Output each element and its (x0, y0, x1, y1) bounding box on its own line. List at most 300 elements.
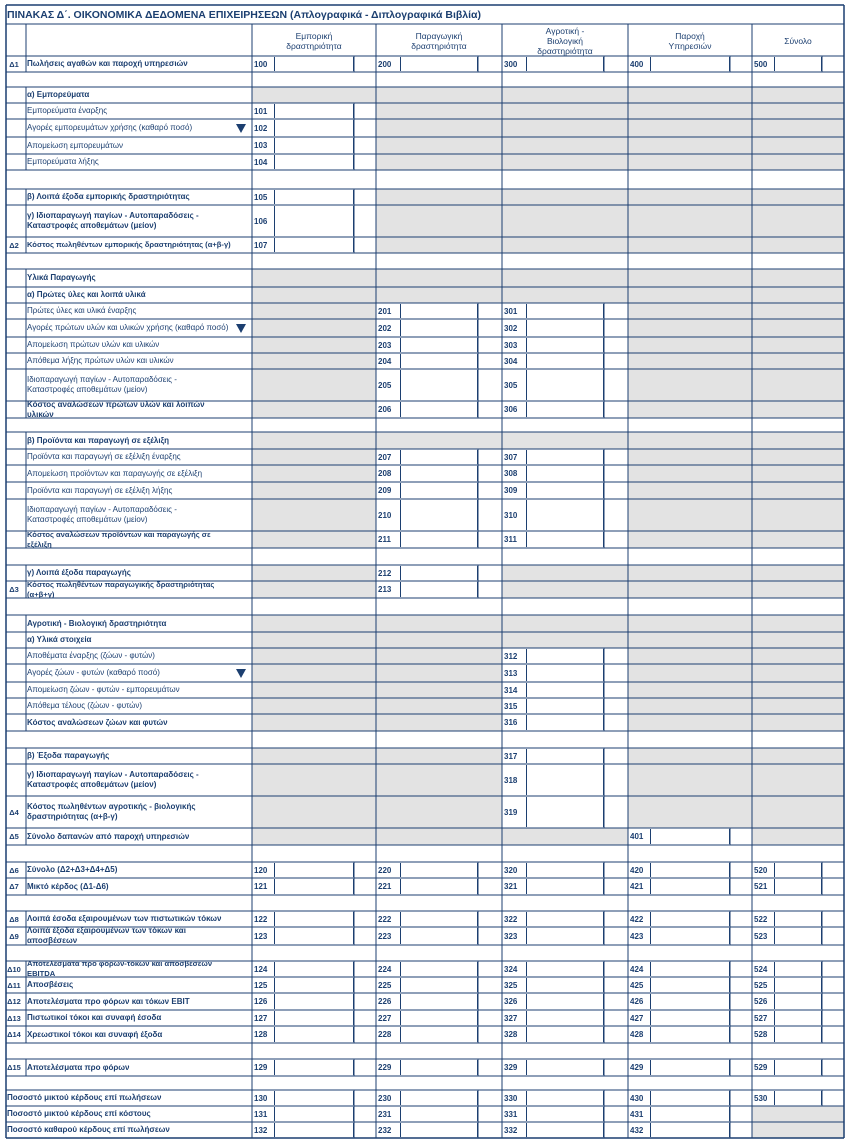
row-label: Μικτό κέρδος (Δ1-Δ6) (27, 881, 109, 891)
amount-field-205[interactable] (400, 370, 478, 400)
code-308: 308 (504, 469, 518, 478)
amount-field-327[interactable] (526, 1011, 604, 1025)
code-432: 432 (630, 1125, 644, 1135)
amount-field-204[interactable] (400, 354, 478, 368)
amount-field-522[interactable] (774, 912, 822, 926)
shaded-cell (376, 287, 502, 303)
code-125: 125 (254, 980, 268, 990)
shaded-cell (252, 565, 376, 581)
code-329: 329 (504, 1063, 518, 1072)
amount-field-106[interactable] (274, 206, 354, 236)
code-421: 421 (630, 882, 644, 891)
amount-field-332[interactable] (526, 1123, 604, 1137)
amount-field-128[interactable] (274, 1027, 354, 1042)
spacer-band (6, 945, 844, 961)
shaded-cell (628, 648, 752, 664)
shaded-cell (252, 303, 376, 319)
code-425: 425 (630, 980, 644, 990)
code-316: 316 (504, 718, 518, 727)
amount-field-309[interactable] (526, 483, 604, 498)
shaded-cell (628, 353, 752, 369)
row-label: Αποθέματα έναρξης (ζώων - φυτών) (27, 651, 155, 660)
section-code-Δ7: Δ7 (9, 882, 19, 891)
amount-field-212[interactable] (400, 566, 478, 580)
row-label: Απομείωση πρώτων υλών και υλικών (27, 340, 160, 349)
shaded-cell (376, 137, 502, 154)
row-label: Αποτελέσματα προ φόρων-τόκων και αποσβέσεων EBITDA (27, 961, 213, 977)
code-326: 326 (504, 997, 518, 1006)
amount-field-321[interactable] (526, 879, 604, 894)
form-title: ΠΙΝΑΚΑΣ Δ΄. ΟΙΚΟΝΟΜΙΚΑ ΔΕΔΟΜΕΝΑ ΕΠΙΧΕΙΡΗΣΕΩΝ (Απλογραφικά - Διπλογραφικά Βιβλία) (7, 9, 481, 21)
code-207: 207 (378, 452, 392, 462)
amount-field-232[interactable] (400, 1123, 478, 1137)
code-521: 521 (754, 882, 768, 891)
row-label: Αγορές ζώων - φυτών (καθαρό ποσό) (27, 668, 160, 677)
amount-field-316[interactable] (526, 715, 604, 730)
code-105: 105 (254, 192, 268, 202)
row-label: β) Έξοδα παραγωγής (27, 751, 110, 760)
amount-field-521[interactable] (774, 879, 822, 894)
amount-field-426[interactable] (650, 994, 730, 1009)
code-104: 104 (254, 157, 268, 167)
shaded-cell (752, 205, 844, 237)
shaded-cell (252, 714, 376, 731)
code-230: 230 (378, 1093, 392, 1103)
amount-field-420[interactable] (650, 863, 730, 877)
amount-field-324[interactable] (526, 962, 604, 976)
code-128: 128 (254, 1030, 268, 1039)
amount-field-104[interactable] (274, 155, 354, 169)
row-label: Απομείωση εμπορευμάτων (27, 140, 124, 150)
amount-field-323[interactable] (526, 928, 604, 944)
shaded-cell (376, 682, 502, 698)
shaded-cell (252, 269, 376, 287)
code-328: 328 (504, 1030, 518, 1039)
shaded-cell (628, 103, 752, 119)
row-label: Ιδιοπαραγωγή παγίων - Αυτοπαραδόσεις - Καταστροφές αποθεμάτων (μείον) (27, 505, 177, 524)
code-319: 319 (504, 807, 518, 817)
amount-field-429[interactable] (650, 1060, 730, 1075)
spacer-band (6, 548, 844, 565)
amount-field-127[interactable] (274, 1011, 354, 1025)
amount-field-302[interactable] (526, 320, 604, 336)
row-label: γ) Ιδιοπαραγωγή παγίων - Αυτοπαραδόσεις - Καταστροφές αποθεμάτων (μείον) (27, 770, 199, 789)
shaded-cell (752, 828, 844, 845)
code-205: 205 (378, 380, 392, 390)
shaded-cell (628, 581, 752, 598)
section-code-Δ8: Δ8 (9, 914, 19, 924)
code-423: 423 (630, 931, 644, 941)
shaded-cell (752, 337, 844, 353)
column-header-c5: Σύνολο (784, 36, 812, 46)
amount-field-318[interactable] (526, 765, 604, 795)
row-label: Απομείωση προϊόντων και παραγωγής σε εξέλιξη (27, 468, 203, 478)
amount-field-203[interactable] (400, 338, 478, 352)
amount-field-330[interactable] (526, 1091, 604, 1105)
code-229: 229 (378, 1063, 392, 1072)
row-label: Εμπορεύματα έναρξης (27, 106, 108, 115)
code-330: 330 (504, 1093, 518, 1103)
amount-field-103[interactable] (274, 138, 354, 153)
amount-field-400[interactable] (650, 57, 730, 71)
amount-field-430[interactable] (650, 1091, 730, 1105)
code-530: 530 (754, 1093, 768, 1103)
amount-field-131[interactable] (274, 1107, 354, 1121)
code-208: 208 (378, 469, 392, 478)
shaded-cell (752, 449, 844, 465)
amount-field-306[interactable] (526, 402, 604, 417)
code-221: 221 (378, 882, 392, 891)
code-129: 129 (254, 1063, 268, 1072)
code-527: 527 (754, 1013, 768, 1023)
code-524: 524 (754, 964, 768, 974)
code-500: 500 (754, 59, 768, 69)
code-309: 309 (504, 486, 518, 495)
amount-field-326[interactable] (526, 994, 604, 1009)
row-label: Απόθεμα τέλους (ζώων - φυτών) (27, 701, 143, 710)
amount-field-500[interactable] (774, 57, 822, 71)
amount-field-425[interactable] (650, 978, 730, 992)
shaded-cell (752, 664, 844, 682)
shaded-cell (628, 154, 752, 170)
amount-field-305[interactable] (526, 370, 604, 400)
code-529: 529 (754, 1063, 768, 1072)
code-401: 401 (630, 832, 644, 841)
code-121: 121 (254, 882, 268, 891)
shaded-cell (376, 154, 502, 170)
row-label: Κόστος πωληθέντων εμπορικής δραστηριότητας (α+β-γ) (27, 240, 231, 249)
amount-field-222[interactable] (400, 912, 478, 926)
amount-field-529[interactable] (774, 1060, 822, 1075)
amount-field-211[interactable] (400, 532, 478, 547)
code-222: 222 (378, 914, 392, 924)
amount-field-228[interactable] (400, 1027, 478, 1042)
amount-field-401[interactable] (650, 829, 730, 844)
shaded-cell (752, 369, 844, 401)
shaded-cell (752, 581, 844, 598)
row-label: Κόστος αναλώσεων προϊόντων και παραγωγής σε εξέλιξη (27, 531, 211, 548)
shaded-cell (628, 764, 752, 796)
amount-field-524[interactable] (774, 962, 822, 976)
spacer-band (6, 845, 844, 862)
shaded-cell (376, 615, 502, 632)
shaded-cell (752, 103, 844, 119)
amount-field-100[interactable] (274, 57, 354, 71)
row-label: Εμπορεύματα λήξης (27, 157, 99, 166)
row-label: γ) Ιδιοπαραγωγή παγίων - Αυτοπαραδόσεις - Καταστροφές αποθεμάτων (μείον) (27, 211, 199, 230)
amount-field-424[interactable] (650, 962, 730, 976)
amount-field-423[interactable] (650, 928, 730, 944)
shaded-cell (252, 87, 376, 103)
shaded-cell (376, 648, 502, 664)
row-label: α) Εμπορεύματα (27, 90, 90, 99)
shaded-cell (502, 565, 628, 581)
amount-field-213[interactable] (400, 582, 478, 597)
spacer-band (6, 170, 844, 189)
code-528: 528 (754, 1030, 768, 1039)
amount-field-225[interactable] (400, 978, 478, 992)
amount-field-210[interactable] (400, 500, 478, 530)
code-231: 231 (378, 1109, 392, 1119)
shaded-cell (752, 764, 844, 796)
amount-field-520[interactable] (774, 863, 822, 877)
code-325: 325 (504, 980, 518, 990)
shaded-cell (502, 205, 628, 237)
code-131: 131 (254, 1109, 268, 1119)
shaded-cell (752, 714, 844, 731)
code-107: 107 (254, 240, 268, 250)
column-header-c3: Αγροτική - Βιολογική δραστηριότητα (537, 26, 593, 56)
amount-field-130[interactable] (274, 1091, 354, 1105)
shaded-cell (628, 287, 752, 303)
amount-field-229[interactable] (400, 1060, 478, 1075)
shaded-cell (252, 615, 376, 632)
amount-field-527[interactable] (774, 1011, 822, 1025)
code-400: 400 (630, 59, 644, 69)
amount-field-530[interactable] (774, 1091, 822, 1105)
row-label: Σύνολο (Δ2+Δ3+Δ4+Δ5) (27, 865, 118, 874)
shaded-cell (752, 87, 844, 103)
section-code-Δ5: Δ5 (9, 832, 19, 841)
section-code-Δ10: Δ10 (7, 964, 21, 974)
shaded-cell (628, 499, 752, 531)
code-324: 324 (504, 964, 518, 974)
shaded-cell (502, 189, 628, 205)
amount-field-320[interactable] (526, 863, 604, 877)
triangle-down-icon (236, 124, 246, 133)
shaded-cell (376, 119, 502, 137)
row-label: γ) Λοιπά έξοδα παραγωγής (27, 568, 131, 577)
section-code-Δ9: Δ9 (9, 931, 19, 941)
shaded-cell (502, 269, 628, 287)
shaded-cell (752, 565, 844, 581)
amount-field-319[interactable] (526, 797, 604, 827)
amount-field-227[interactable] (400, 1011, 478, 1025)
amount-field-308[interactable] (526, 466, 604, 481)
row-label: Αποσβέσεις (27, 980, 74, 989)
shaded-cell (628, 269, 752, 287)
amount-field-427[interactable] (650, 1011, 730, 1025)
amount-field-121[interactable] (274, 879, 354, 894)
amount-field-120[interactable] (274, 863, 354, 877)
amount-field-102[interactable] (274, 120, 354, 136)
shaded-cell (752, 748, 844, 764)
row-label: Ιδιοπαραγωγή παγίων - Αυτοπαραδόσεις - Καταστροφές αποθεμάτων (μείον) (27, 375, 177, 394)
code-122: 122 (254, 914, 268, 924)
amount-field-224[interactable] (400, 962, 478, 976)
amount-field-221[interactable] (400, 879, 478, 894)
shaded-cell (252, 499, 376, 531)
code-226: 226 (378, 997, 392, 1006)
shaded-cell (628, 565, 752, 581)
section-code-Δ4: Δ4 (9, 807, 19, 817)
amount-field-201[interactable] (400, 304, 478, 318)
amount-field-200[interactable] (400, 57, 478, 71)
triangle-down-icon (236, 324, 246, 333)
amount-field-124[interactable] (274, 962, 354, 976)
amount-field-432[interactable] (650, 1123, 730, 1137)
amount-field-101[interactable] (274, 104, 354, 118)
amount-field-315[interactable] (526, 699, 604, 713)
code-311: 311 (504, 535, 517, 544)
amount-field-208[interactable] (400, 466, 478, 481)
shaded-cell (252, 664, 376, 682)
amount-field-422[interactable] (650, 912, 730, 926)
shaded-cell (376, 698, 502, 714)
amount-field-123[interactable] (274, 928, 354, 944)
shaded-cell (252, 648, 376, 664)
code-220: 220 (378, 865, 392, 875)
shaded-cell (376, 748, 502, 764)
amount-field-207[interactable] (400, 450, 478, 464)
code-322: 322 (504, 914, 518, 924)
amount-field-307[interactable] (526, 450, 604, 464)
code-132: 132 (254, 1125, 268, 1135)
shaded-cell (752, 1106, 844, 1122)
shaded-cell (502, 287, 628, 303)
code-301: 301 (504, 306, 518, 316)
amount-field-126[interactable] (274, 994, 354, 1009)
row-label: Σύνολο δαπανών από παροχή υπηρεσιών (27, 831, 190, 841)
shaded-cell (376, 87, 502, 103)
amount-field-314[interactable] (526, 683, 604, 697)
row-label: Κόστος πωληθέντων αγροτικής - βιολογικής δραστηριότητας (α+β-γ) (27, 802, 196, 821)
code-320: 320 (504, 865, 518, 875)
shaded-cell (252, 482, 376, 499)
code-100: 100 (254, 59, 268, 69)
shaded-cell (376, 664, 502, 682)
amount-field-304[interactable] (526, 354, 604, 368)
shaded-cell (502, 615, 628, 632)
amount-field-312[interactable] (526, 649, 604, 663)
amount-field-202[interactable] (400, 320, 478, 336)
amount-field-301[interactable] (526, 304, 604, 318)
code-303: 303 (504, 340, 518, 350)
code-424: 424 (630, 964, 644, 974)
code-232: 232 (378, 1125, 392, 1135)
code-526: 526 (754, 997, 768, 1006)
amount-field-331[interactable] (526, 1107, 604, 1121)
amount-field-311[interactable] (526, 532, 604, 547)
amount-field-325[interactable] (526, 978, 604, 992)
shaded-cell (752, 401, 844, 418)
code-209: 209 (378, 486, 392, 495)
shaded-cell (502, 119, 628, 137)
amount-field-223[interactable] (400, 928, 478, 944)
row-label: α) Υλικά στοιχεία (27, 635, 92, 644)
amount-field-421[interactable] (650, 879, 730, 894)
code-427: 427 (630, 1013, 644, 1023)
shaded-cell (628, 401, 752, 418)
column-header-c4: Παροχή Υπηρεσιών (668, 31, 712, 51)
amount-field-328[interactable] (526, 1027, 604, 1042)
amount-field-523[interactable] (774, 928, 822, 944)
amount-field-313[interactable] (526, 665, 604, 681)
code-318: 318 (504, 775, 518, 785)
shaded-cell (628, 137, 752, 154)
amount-field-230[interactable] (400, 1091, 478, 1105)
shaded-cell (376, 764, 502, 796)
shaded-cell (752, 615, 844, 632)
amount-field-428[interactable] (650, 1027, 730, 1042)
amount-field-329[interactable] (526, 1060, 604, 1075)
code-213: 213 (378, 585, 392, 594)
shaded-cell (252, 287, 376, 303)
code-127: 127 (254, 1013, 268, 1023)
amount-field-209[interactable] (400, 483, 478, 498)
code-321: 321 (504, 882, 518, 891)
code-211: 211 (378, 535, 391, 544)
shaded-cell (252, 682, 376, 698)
shaded-cell (376, 828, 502, 845)
amount-field-322[interactable] (526, 912, 604, 926)
shaded-cell (628, 482, 752, 499)
spacer-band (6, 253, 844, 269)
shaded-cell (628, 303, 752, 319)
shaded-cell (502, 154, 628, 170)
code-123: 123 (254, 931, 268, 941)
section-code-Δ13: Δ13 (7, 1013, 21, 1023)
amount-field-132[interactable] (274, 1123, 354, 1137)
row-label: Υλικά Παραγωγής (27, 273, 96, 282)
shaded-cell (502, 828, 628, 845)
amount-field-122[interactable] (274, 912, 354, 926)
code-200: 200 (378, 59, 392, 69)
code-206: 206 (378, 405, 392, 414)
amount-field-528[interactable] (774, 1027, 822, 1042)
code-317: 317 (504, 751, 518, 761)
shaded-cell (752, 137, 844, 154)
code-102: 102 (254, 123, 268, 133)
code-420: 420 (630, 865, 644, 875)
amount-field-206[interactable] (400, 402, 478, 417)
code-430: 430 (630, 1093, 644, 1103)
amount-field-129[interactable] (274, 1060, 354, 1075)
spacer-band (6, 1076, 844, 1090)
amount-field-431[interactable] (650, 1107, 730, 1121)
shaded-cell (628, 449, 752, 465)
shaded-cell (252, 764, 376, 796)
code-202: 202 (378, 323, 392, 333)
shaded-cell (252, 337, 376, 353)
amount-field-231[interactable] (400, 1107, 478, 1121)
amount-field-125[interactable] (274, 978, 354, 992)
spacer-band (6, 418, 844, 432)
shaded-cell (752, 648, 844, 664)
code-212: 212 (378, 568, 392, 578)
shaded-cell (628, 369, 752, 401)
amount-field-526[interactable] (774, 994, 822, 1009)
amount-field-220[interactable] (400, 863, 478, 877)
shaded-cell (376, 269, 502, 287)
amount-field-525[interactable] (774, 978, 822, 992)
code-225: 225 (378, 980, 392, 990)
shaded-cell (628, 698, 752, 714)
amount-field-107[interactable] (274, 238, 354, 252)
amount-field-105[interactable] (274, 190, 354, 204)
amount-field-300[interactable] (526, 57, 604, 71)
amount-field-303[interactable] (526, 338, 604, 352)
shaded-cell (628, 748, 752, 764)
row-label: Προϊόντα και παραγωγή σε εξέλιξη λήξης (27, 485, 173, 495)
amount-field-310[interactable] (526, 500, 604, 530)
amount-field-226[interactable] (400, 994, 478, 1009)
shaded-cell (628, 119, 752, 137)
row-label: Λοιπά έξοδα εξαιρουμένων των τόκων και αποσβέσεων (27, 927, 186, 945)
code-522: 522 (754, 914, 768, 924)
amount-field-317[interactable] (526, 749, 604, 763)
shaded-cell (628, 632, 752, 648)
